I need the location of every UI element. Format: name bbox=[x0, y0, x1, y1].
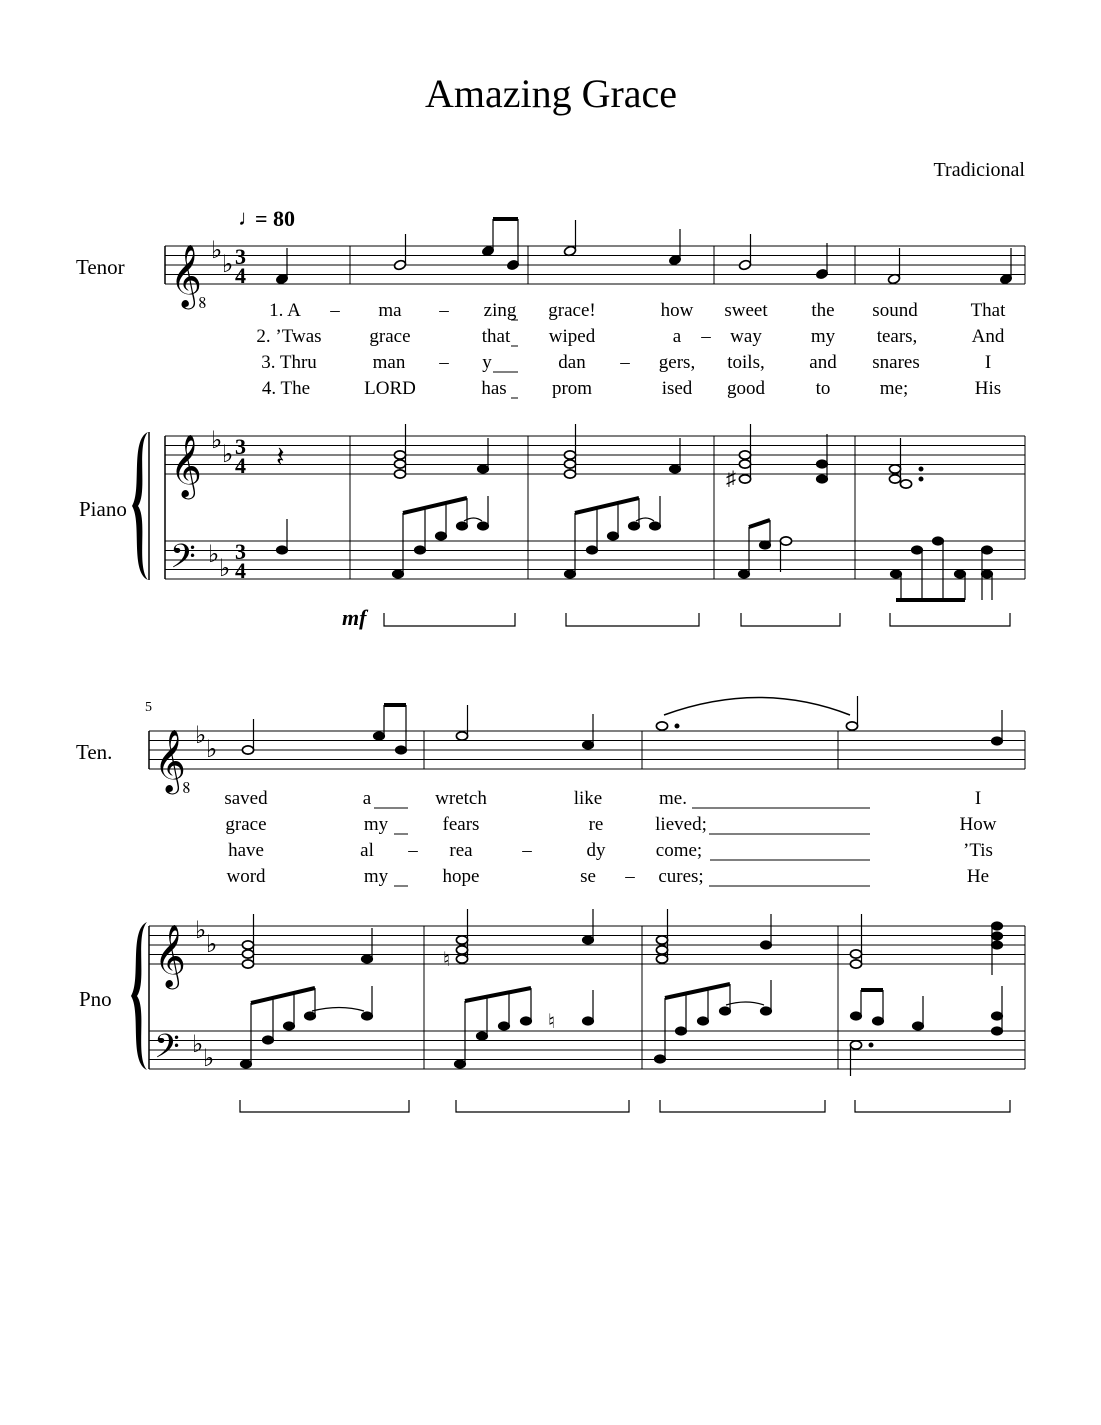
lyric-syllable: ’Tis bbox=[963, 840, 993, 861]
flat-icon: ♭ bbox=[219, 556, 231, 582]
lyric-verse-1 bbox=[224, 788, 981, 809]
flat-icon: ♭ bbox=[211, 428, 223, 454]
key-signature-2 bbox=[195, 723, 217, 763]
flat-icon: ♭ bbox=[211, 238, 223, 264]
piano-label-short: Pno bbox=[79, 987, 112, 1011]
quarter-rest-icon: 𝄽 bbox=[276, 442, 285, 473]
tenor-notes-2 bbox=[242, 696, 1002, 754]
time-sig-top: 3 bbox=[235, 539, 246, 564]
piano-time-signature bbox=[235, 434, 246, 583]
time-sig-bottom: 4 bbox=[235, 558, 246, 583]
lyric-verse-4 bbox=[226, 866, 989, 887]
lyric-syllable: and bbox=[809, 352, 837, 373]
time-signature bbox=[235, 244, 246, 288]
lyric-syllable: prom bbox=[551, 378, 593, 399]
lyric-syllable: wretch bbox=[435, 788, 487, 809]
sharp-icon: ♯ bbox=[726, 468, 736, 490]
page-title: Amazing Grace bbox=[424, 71, 678, 116]
lyric-syllable: 2. ’Twas bbox=[256, 326, 322, 347]
dynamic-marking: mf bbox=[342, 605, 367, 630]
flat-icon: ♭ bbox=[203, 1046, 215, 1072]
lyric-syllable: dy bbox=[586, 840, 606, 861]
piano-key-signature bbox=[208, 428, 233, 582]
lyric-syllable: good bbox=[727, 378, 765, 399]
lyric-hyphen: – bbox=[620, 352, 630, 373]
flat-icon: ♭ bbox=[192, 1032, 204, 1058]
lyric-syllable: al bbox=[360, 840, 374, 861]
lyric-syllable: grace bbox=[225, 814, 267, 835]
system-1 bbox=[76, 219, 1025, 630]
key-signature bbox=[211, 238, 233, 278]
lyric-syllable: to bbox=[815, 378, 831, 399]
lyric-syllable: zing bbox=[483, 300, 517, 321]
lyric-syllable: come; bbox=[655, 840, 703, 861]
lyric-syllable: gers, bbox=[658, 352, 696, 373]
lyric-hyphen: – bbox=[408, 840, 418, 861]
bass-clef-icon: 𝄢 bbox=[154, 1028, 180, 1073]
lyric-syllable: my bbox=[810, 326, 836, 347]
flat-icon: ♭ bbox=[195, 918, 207, 944]
lyric-syllable: ised bbox=[661, 378, 693, 399]
lyric-syllable: tears, bbox=[876, 326, 918, 347]
treble-8vb-clef-icon: 𝄠 bbox=[154, 731, 192, 791]
lyric-syllable: se bbox=[580, 866, 596, 887]
lyric-syllable: y bbox=[482, 352, 492, 373]
piano-lh-notes-2 bbox=[240, 980, 1002, 1076]
flat-icon: ♭ bbox=[195, 723, 207, 749]
lyric-syllable: re bbox=[588, 814, 604, 835]
lyric-syllable: grace! bbox=[548, 300, 596, 321]
tenor-label-short: Ten. bbox=[76, 740, 113, 764]
measure-number: 5 bbox=[145, 700, 152, 715]
lyric-syllable: hope bbox=[442, 866, 480, 887]
tenor-label: Tenor bbox=[76, 255, 125, 279]
lyric-syllable: has bbox=[481, 378, 507, 399]
lyric-syllable: 3. Thru bbox=[261, 352, 317, 373]
lyric-hyphen: – bbox=[330, 300, 340, 321]
flat-icon: ♭ bbox=[208, 542, 220, 568]
piano-rh-notes-2 bbox=[242, 909, 1002, 975]
lyric-hyphen: – bbox=[439, 352, 449, 373]
lyric-verse-3 bbox=[261, 352, 991, 373]
time-sig-bottom: 4 bbox=[235, 453, 246, 478]
lyric-hyphen: – bbox=[701, 326, 711, 347]
lyric-syllable: 4. The bbox=[261, 378, 311, 399]
lyric-syllable: How bbox=[959, 814, 997, 835]
lyric-hyphen: – bbox=[625, 866, 635, 887]
lyric-syllable: lieved; bbox=[655, 814, 707, 835]
time-sig-top: 3 bbox=[235, 244, 246, 269]
lyric-syllable: the bbox=[811, 300, 835, 321]
brace-icon bbox=[132, 432, 148, 580]
flat-icon: ♭ bbox=[206, 737, 218, 763]
flat-icon: ♭ bbox=[222, 442, 234, 468]
lyric-syllable: sweet bbox=[724, 300, 768, 321]
lyric-verse-4 bbox=[262, 378, 1001, 399]
lyric-syllable: And bbox=[971, 326, 1005, 347]
pedal-brackets-1 bbox=[384, 613, 1010, 626]
lyric-syllable: way bbox=[730, 326, 762, 347]
piano-key-signature-2 bbox=[192, 918, 217, 1072]
lyric-syllable: That bbox=[970, 300, 1006, 321]
lyric-syllable: like bbox=[573, 788, 603, 809]
lyric-syllable: word bbox=[226, 866, 266, 887]
treble-clef-icon: 𝄞 bbox=[154, 926, 186, 986]
lyric-syllable: a bbox=[362, 788, 372, 809]
piano-label: Piano bbox=[79, 497, 127, 521]
flat-icon: ♭ bbox=[206, 932, 218, 958]
piano-rh-notes-1 bbox=[394, 424, 923, 488]
time-sig-top: 3 bbox=[235, 434, 246, 459]
lyric-syllable: me; bbox=[879, 378, 909, 399]
pedal-brackets-2 bbox=[240, 1100, 1010, 1112]
lyric-syllable: ma bbox=[378, 300, 402, 321]
natural-icon: ♮ bbox=[443, 949, 451, 971]
lyric-syllable: my bbox=[363, 866, 389, 887]
lyric-verse-3 bbox=[228, 840, 993, 861]
brace-icon bbox=[131, 922, 147, 1070]
lyric-syllable: toils, bbox=[727, 352, 765, 373]
lyric-syllable: how bbox=[660, 300, 694, 321]
lyric-verse-2 bbox=[225, 814, 996, 835]
lyric-syllable: 1. A bbox=[269, 300, 301, 321]
lyric-hyphen: – bbox=[522, 840, 532, 861]
lyric-syllable: have bbox=[228, 840, 264, 861]
bass-clef-icon: 𝄢 bbox=[170, 538, 196, 583]
lyric-syllable: grace bbox=[369, 326, 411, 347]
tempo-note-icon: ♩ bbox=[238, 205, 260, 230]
lyric-syllable: cures; bbox=[658, 866, 704, 887]
lyric-syllable: sound bbox=[872, 300, 918, 321]
lyric-syllable: that bbox=[481, 326, 511, 347]
lyric-verse-2 bbox=[256, 326, 1004, 347]
lyric-syllable: fears bbox=[442, 814, 480, 835]
system-2 bbox=[76, 696, 1025, 1112]
lyric-syllable: wiped bbox=[548, 326, 596, 347]
lyric-syllable: dan bbox=[558, 352, 586, 373]
lyrics-system-1 bbox=[256, 300, 1006, 399]
lyric-syllable: I bbox=[984, 352, 992, 373]
lyric-syllable: me. bbox=[659, 788, 687, 809]
lyric-syllable: my bbox=[363, 814, 389, 835]
lyric-syllable: man bbox=[372, 352, 406, 373]
tempo-value: = 80 bbox=[255, 206, 296, 231]
lyric-syllable: saved bbox=[224, 788, 268, 809]
flat-icon: ♭ bbox=[222, 252, 234, 278]
natural-icon: ♮ bbox=[548, 1011, 556, 1033]
lyric-syllable: He bbox=[966, 866, 990, 887]
treble-clef-icon: 𝄞 bbox=[170, 436, 202, 496]
time-sig-bottom: 4 bbox=[235, 263, 246, 288]
lyric-hyphen: – bbox=[439, 300, 449, 321]
lyric-syllable: a bbox=[672, 326, 682, 347]
composer: Tradicional bbox=[933, 159, 1025, 181]
lyric-syllable: rea bbox=[449, 840, 473, 861]
lyric-syllable: snares bbox=[872, 352, 920, 373]
treble-8vb-clef-icon: 𝄠 bbox=[170, 246, 208, 306]
lyric-syllable: His bbox=[974, 378, 1002, 399]
tempo-marking bbox=[238, 205, 295, 231]
tenor-staff-2 bbox=[149, 731, 1025, 769]
piano-lh-notes-1 bbox=[276, 496, 992, 600]
lyric-syllable: LORD bbox=[364, 378, 416, 399]
lyric-verse-1 bbox=[269, 300, 1006, 321]
lyrics-system-2 bbox=[224, 788, 996, 887]
lyric-syllable: I bbox=[974, 788, 982, 809]
